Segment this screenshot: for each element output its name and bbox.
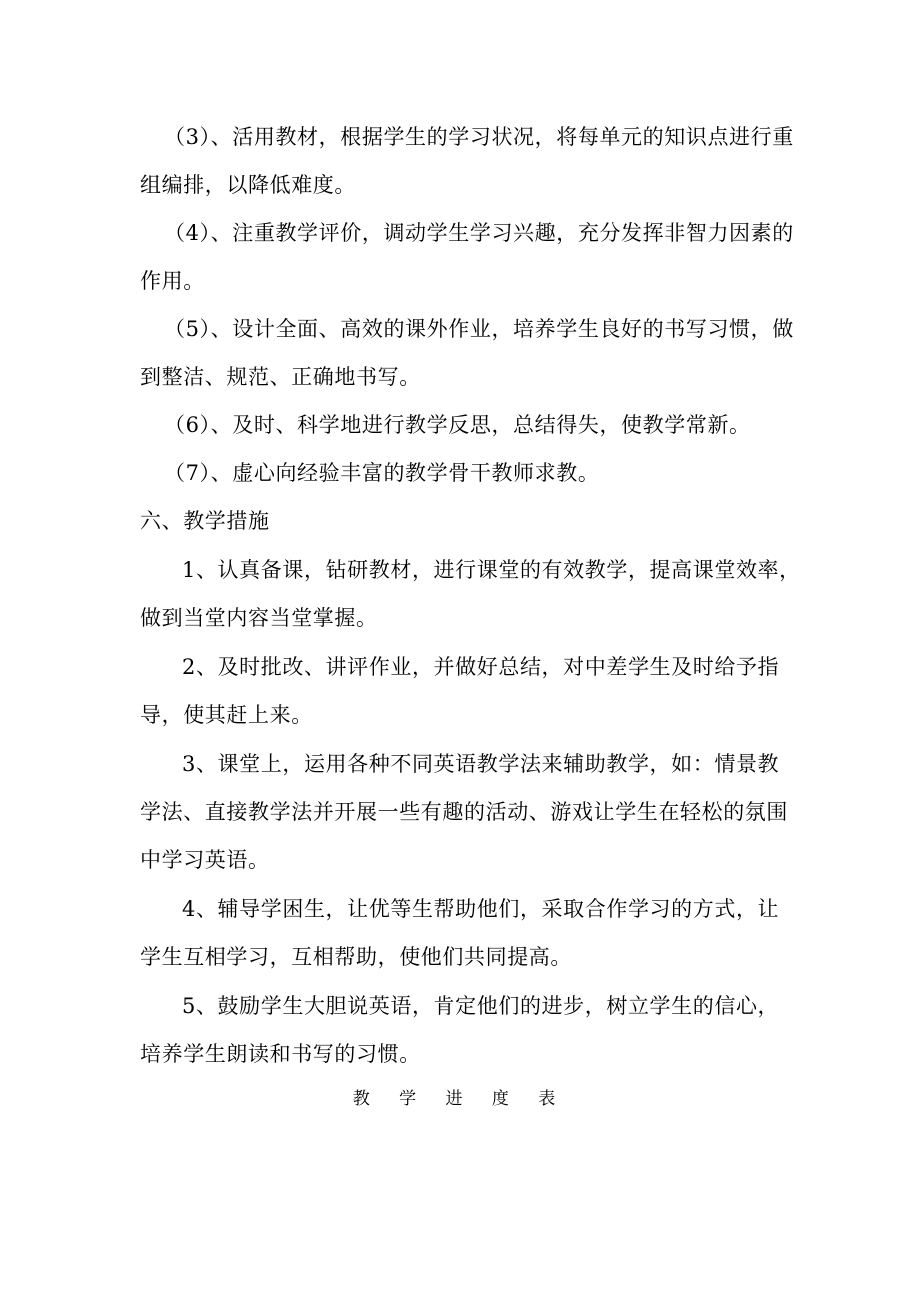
paragraph-4-line-1: （4）、注重教学评价，调动学生学习兴趣，充分发挥非智力因素的 [164, 221, 794, 245]
paragraph-5-line-2: 到整洁、规范、正确地书写。 [140, 365, 421, 389]
paragraph-7: （7）、虚心向经验丰富的教学骨干教师求教。 [164, 461, 600, 485]
paragraph-3-line-2: 组编排，以降低难度。 [140, 173, 356, 197]
paragraph-6: （6）、及时、科学地进行教学反思，总结得失，使教学常新。 [164, 413, 751, 437]
measure-1-line-1: 1、认真备课，钻研教材，进行课堂的有效教学，提高课堂效率， [182, 558, 801, 582]
measure-3-line-1: 3、课堂上，运用各种不同英语教学法来辅助教学，如：情景教 [182, 752, 780, 776]
section-heading: 六、教学措施 [140, 509, 270, 533]
measure-5-line-1: 5、鼓励学生大胆说英语，肯定他们的进步，树立学生的信心， [182, 994, 780, 1018]
paragraph-4-line-2: 作用。 [140, 269, 205, 293]
measure-4-line-2: 学生互相学习，互相帮助，使他们共同提高。 [140, 945, 572, 969]
paragraph-3-line-1: （3）、活用教材，根据学生的学习状况，将每单元的知识点进行重 [164, 125, 794, 149]
measure-2-line-2: 导，使其赶上来。 [140, 703, 313, 727]
measure-1-line-2: 做到当堂内容当堂掌握。 [140, 606, 378, 630]
measure-2-line-1: 2、及时批改、讲评作业，并做好总结，对中差学生及时给予指 [182, 655, 780, 679]
measure-3-line-3: 中学习英语。 [140, 848, 270, 872]
measure-3-line-2: 学法、直接教学法并开展一些有趣的活动、游戏让学生在轻松的氛围 [140, 800, 788, 824]
measure-4-line-1: 4、辅导学困生，让优等生帮助他们，采取合作学习的方式，让 [182, 897, 780, 921]
paragraph-5-line-1: （5）、设计全面、高效的课外作业，培养学生良好的书写习惯，做 [164, 317, 794, 341]
measure-5-line-2: 培养学生朗读和书写的习惯。 [140, 1042, 421, 1066]
schedule-table-title: 教 学 进 度 表 [352, 1089, 568, 1109]
